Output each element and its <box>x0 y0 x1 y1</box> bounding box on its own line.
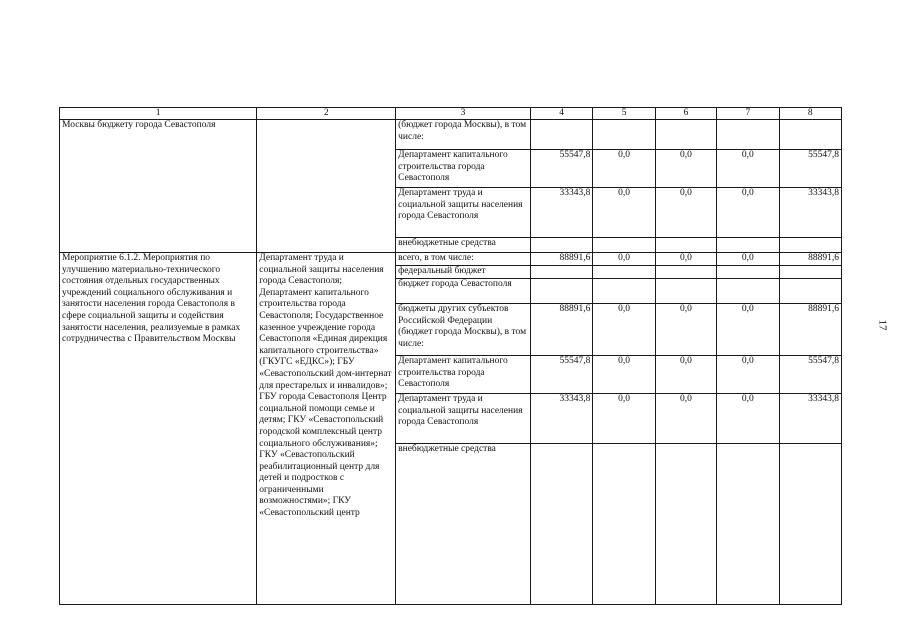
page-number: 17 <box>876 319 889 331</box>
value-cell: 55547,8 <box>779 356 841 394</box>
value-cell: 0,0 <box>655 253 716 266</box>
value-cell <box>655 238 716 253</box>
value-cell: 88891,6 <box>779 304 841 356</box>
value-cell: 55547,8 <box>779 150 841 188</box>
value-cell <box>779 266 841 279</box>
value-cell <box>530 279 592 304</box>
column-numbers-row <box>60 108 842 120</box>
value-cell: 0,0 <box>593 188 655 238</box>
column-number: 6 <box>655 108 716 120</box>
value-cell: 0,0 <box>717 188 779 238</box>
funding-source-label: внебюджетные средства <box>396 444 531 605</box>
value-cell: 0,0 <box>593 253 655 266</box>
value-cell <box>593 238 655 253</box>
value-cell: 0,0 <box>655 150 716 188</box>
value-cell <box>717 279 779 304</box>
measure-name-cell: Москвы бюджету города Севастополя <box>60 120 257 253</box>
column-number: 7 <box>717 108 779 120</box>
value-cell <box>717 238 779 253</box>
value-cell <box>779 120 841 150</box>
value-cell <box>779 444 841 605</box>
value-cell <box>530 444 592 605</box>
value-cell: 33343,8 <box>779 394 841 444</box>
value-cell <box>779 279 841 304</box>
value-cell <box>593 444 655 605</box>
table-row <box>60 120 842 150</box>
funding-source-label: Департамент капитального строительства города Севастополя <box>396 150 531 188</box>
value-cell: 0,0 <box>717 253 779 266</box>
value-cell: 0,0 <box>717 150 779 188</box>
value-cell: 88891,6 <box>779 253 841 266</box>
column-number: 5 <box>593 108 655 120</box>
value-cell <box>717 120 779 150</box>
value-cell: 0,0 <box>593 150 655 188</box>
funding-source-label: федеральный бюджет <box>396 266 531 279</box>
funding-source-label: Департамент труда и социальной защиты населения города Севастополя <box>396 188 531 238</box>
funding-source-label: внебюджетные средства <box>396 238 531 253</box>
value-cell <box>655 444 716 605</box>
column-number: 4 <box>530 108 592 120</box>
value-cell: 33343,8 <box>530 188 592 238</box>
funding-source-label: всего, в том числе: <box>396 253 531 266</box>
executor-cell <box>257 120 396 253</box>
table-row <box>60 253 842 266</box>
executor-cell: Департамент труда и социальной защиты населения города Севастополя; Департамент капитального строительства города Севастополя; Государственное казенное учреждение города Севастополя «Единая дирекция капитального строительства» (ГКУГС «ЕДКС»); ГБУ «Севастопольский дом-интернат для престарелых и инвалидов»; ГБУ города Севастополя Центр социальной помощи семье и детям; ГКУ «Севастопольский городской комплексный центр социального обслуживания»; ГКУ «Севастопольский реабилитационный центр для детей и подростков с ограниченными возможностями»; ГКУ «Севастопольский центр <box>257 253 396 605</box>
value-cell <box>593 266 655 279</box>
funding-source-label: бюджеты других субъектов Российской Федерации (бюджет города Москвы), в том числе: <box>396 304 531 356</box>
value-cell <box>530 238 592 253</box>
measure-name-cell: Мероприятие 6.1.2. Мероприятия по улучшению материально-технического состояния отдельных государственных учреждений социального обслуживания и занятости населения города Севастополя в сфере социальной защиты и содействия занятости населения, реализуемые в рамках сотрудничества с Правительством Москвы <box>60 253 257 605</box>
value-cell: 0,0 <box>655 356 716 394</box>
funding-source-label: бюджет города Севастополя <box>396 279 531 304</box>
value-cell: 0,0 <box>655 394 716 444</box>
value-cell <box>530 266 592 279</box>
value-cell: 0,0 <box>655 304 716 356</box>
value-cell <box>530 120 592 150</box>
funding-source-label: Департамент труда и социальной защиты населения города Севастополя <box>396 394 531 444</box>
value-cell: 0,0 <box>717 356 779 394</box>
value-cell: 0,0 <box>593 394 655 444</box>
value-cell: 0,0 <box>717 304 779 356</box>
budget-table <box>59 107 842 605</box>
value-cell: 88891,6 <box>530 304 592 356</box>
value-cell <box>779 238 841 253</box>
value-cell: 0,0 <box>593 304 655 356</box>
column-number: 1 <box>60 108 257 120</box>
funding-source-label: Департамент капитального строительства города Севастополя <box>396 356 531 394</box>
value-cell <box>593 279 655 304</box>
value-cell: 33343,8 <box>530 394 592 444</box>
column-number: 3 <box>396 108 531 120</box>
value-cell: 55547,8 <box>530 356 592 394</box>
value-cell: 0,0 <box>593 356 655 394</box>
column-number: 8 <box>779 108 841 120</box>
value-cell: 0,0 <box>655 188 716 238</box>
value-cell: 33343,8 <box>779 188 841 238</box>
value-cell <box>655 266 716 279</box>
value-cell <box>717 444 779 605</box>
value-cell <box>655 279 716 304</box>
value-cell <box>655 120 716 150</box>
value-cell: 55547,8 <box>530 150 592 188</box>
funding-source-label: (бюджет города Москвы), в том числе: <box>396 120 531 150</box>
value-cell: 88891,6 <box>530 253 592 266</box>
column-number: 2 <box>257 108 396 120</box>
value-cell <box>717 266 779 279</box>
value-cell <box>593 120 655 150</box>
value-cell: 0,0 <box>717 394 779 444</box>
